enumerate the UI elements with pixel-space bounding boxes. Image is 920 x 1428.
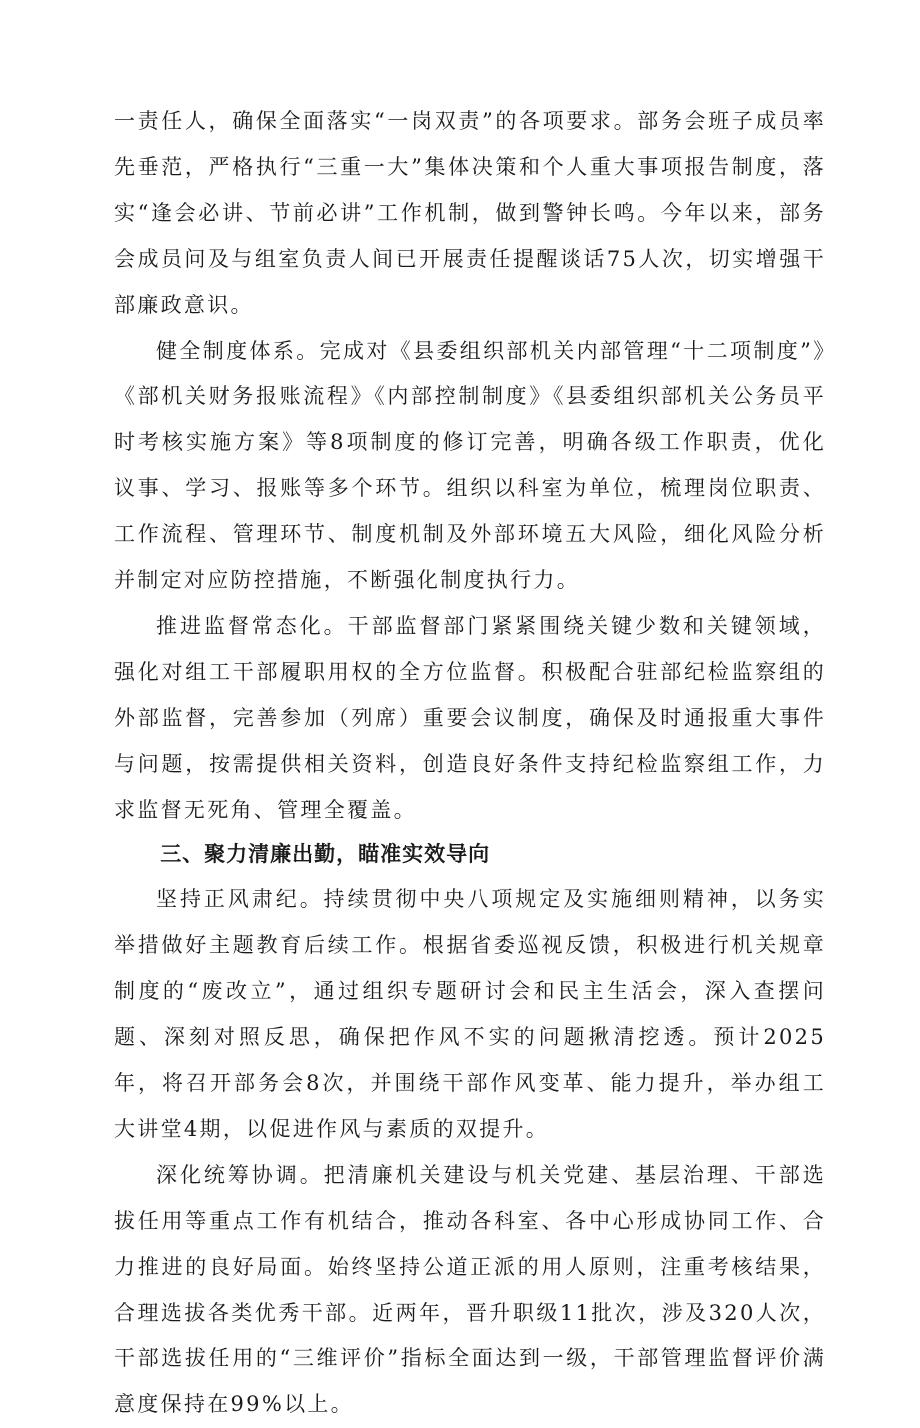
paragraph-supervision: 推进监督常态化。干部监督部门紧紧围绕关键少数和关键领域，强化对组工干部履职用权的全方位监督。积极配合驻部纪检监察组的外部监督，完善参加（列席）重要会议制度，确保及时通报重大事件与问题，按需提供相关资料，创造良好条件支持纪检监察组工作，力求监督无死角、管理全覆盖。 bbox=[114, 613, 826, 822]
paragraph-continuation: 一责任人，确保全面落实“一岗双责”的各项要求。部务会班子成员率先垂范，严格执行“三重一大”集体决策和个人重大事项报告制度，落实“逢会必讲、节前必讲”工作机制，做到警钟长鸣。今年以来，部务会成员问及与组室负责人间已开展责任提醒谈话75人次，切实增强干部廉政意识。 bbox=[114, 109, 826, 317]
paragraph-coordination: 深化统筹协调。把清廉机关建设与机关党建、基层治理、干部选拔任用等重点工作有机结合，推动各科室、各中心形成协同工作、合力推进的良好局面。始终坚持公道正派的用人原则，注重考核结果，合理选拔各类优秀干部。近两年，晋升职级11批次，涉及320人次，干部选拔任用的“三维评价”指标全面达到一级，干部管理监督评价满意度保持在99%以上。 bbox=[114, 1162, 826, 1417]
paragraph-discipline: 坚持正风肃纪。持续贯彻中央八项规定及实施细则精神，以务实举措做好主题教育后续工作。根据省委巡视反馈，积极进行机关规章制度的“废改立”，通过组织专题研讨会和民主生活会，深入查摆问题、深刻对照反思，确保把作风不实的问题揪清挖透。预计2025年，将召开部务会8次，并围绕干部作风变革、能力提升，举办组工大讲堂4期，以促进作风与素质的双提升。 bbox=[114, 887, 826, 1141]
paragraph-system: 健全制度体系。完成对《县委组织部机关内部管理“十二项制度”》《部机关财务报账流程》《内部控制制度》《县委组织部机关公务员平时考核实施方案》等8项制度的修订完善，明确各级工作职责，优化议事、学习、报账等多个环节。组织以科室为单位，梳理岗位职责、工作流程、管理环节、制度机制及外部环境五大风险，细化风险分析并制定对应防控措施，不断强化制度执行力。 bbox=[114, 338, 826, 593]
section-heading: 三、聚力清廉出勤，瞄准实效导向 bbox=[160, 841, 491, 866]
document-body bbox=[114, 99, 826, 1428]
